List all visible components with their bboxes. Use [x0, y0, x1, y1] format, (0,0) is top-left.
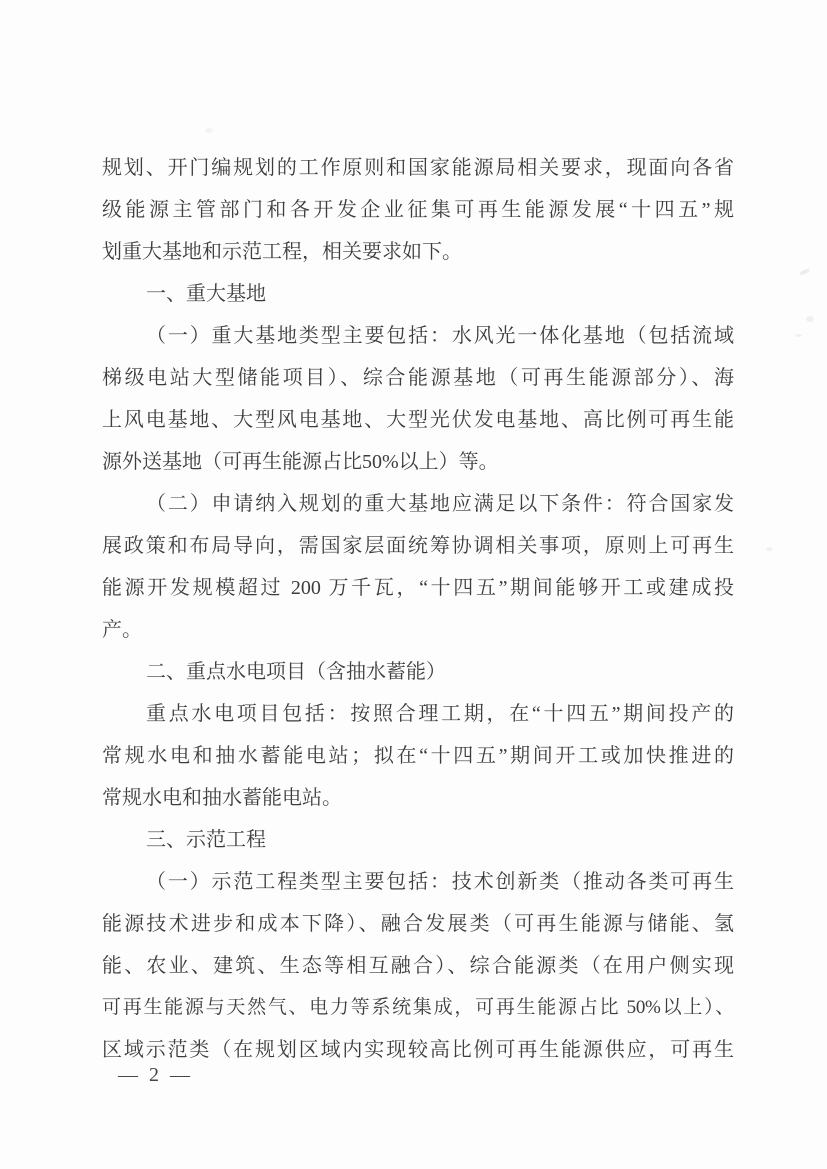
text-line: 能源技术进步和成本下降）、融合发展类（可再生能源与储能、氢: [102, 913, 734, 935]
text-line: 规划、开门编规划的工作原则和国家能源局相关要求，现面向各省: [102, 157, 734, 179]
text-line: 可再生能源与天然气、电力等系统集成，可再生能源占比 50%以上）、: [102, 997, 734, 1018]
page-number: — 2 —: [118, 1064, 193, 1086]
text-line: 梯级电站大型储能项目）、综合能源基地（可再生能源部分）、海: [102, 367, 734, 389]
text-line: 上风电基地、大型风电基地、大型光伏发电基地、高比例可再生能: [102, 409, 734, 431]
text-line: 区域示范类（在规划区域内实现较高比例可再生能源供应，可再生: [102, 1039, 734, 1061]
scan-artifact: [799, 268, 811, 276]
text-line: 能、农业、建筑、生态等相互融合）、综合能源类（在用户侧实现: [102, 955, 734, 977]
heading-section-3: 三、示范工程: [146, 829, 266, 851]
text-line: 展政策和布局导向，需国家层面统筹协调相关事项，原则上可再生: [102, 535, 734, 557]
scan-artifact: [766, 547, 773, 551]
text-line: 常规水电和抽水蓄能电站；拟在“十四五”期间开工或加快推进的: [102, 745, 734, 767]
text-line: （一）示范工程类型主要包括：技术创新类（推动各类可再生: [146, 871, 734, 893]
text-line: 源外送基地（可再生能源占比50%以上）等。: [102, 451, 499, 473]
text-line: 划重大基地和示范工程，相关要求如下。: [102, 241, 462, 263]
text-line: 级能源主管部门和各开发企业征集可再生能源发展“十四五”规: [102, 199, 734, 221]
heading-section-1: 一、重大基地: [146, 283, 266, 305]
text-line: 常规水电和抽水蓄能电站。: [102, 787, 342, 809]
text-line: 能源开发规模超过 200 万千瓦，“十四五”期间能够开工或建成投: [102, 577, 734, 599]
scan-artifact: [205, 128, 213, 133]
text-line: 产。: [102, 619, 142, 641]
heading-section-2: 二、重点水电项目（含抽水蓄能）: [146, 661, 446, 683]
text-line: 重点水电项目包括：按照合理工期，在“十四五”期间投产的: [146, 703, 734, 725]
text-line: （一）重大基地类型主要包括：水风光一体化基地（包括流域: [146, 325, 734, 347]
scan-artifact: [806, 316, 814, 322]
scan-artifact: [795, 334, 802, 337]
text-line: （二）申请纳入规划的重大基地应满足以下条件：符合国家发: [146, 493, 734, 515]
document-body: [102, 147, 734, 1071]
